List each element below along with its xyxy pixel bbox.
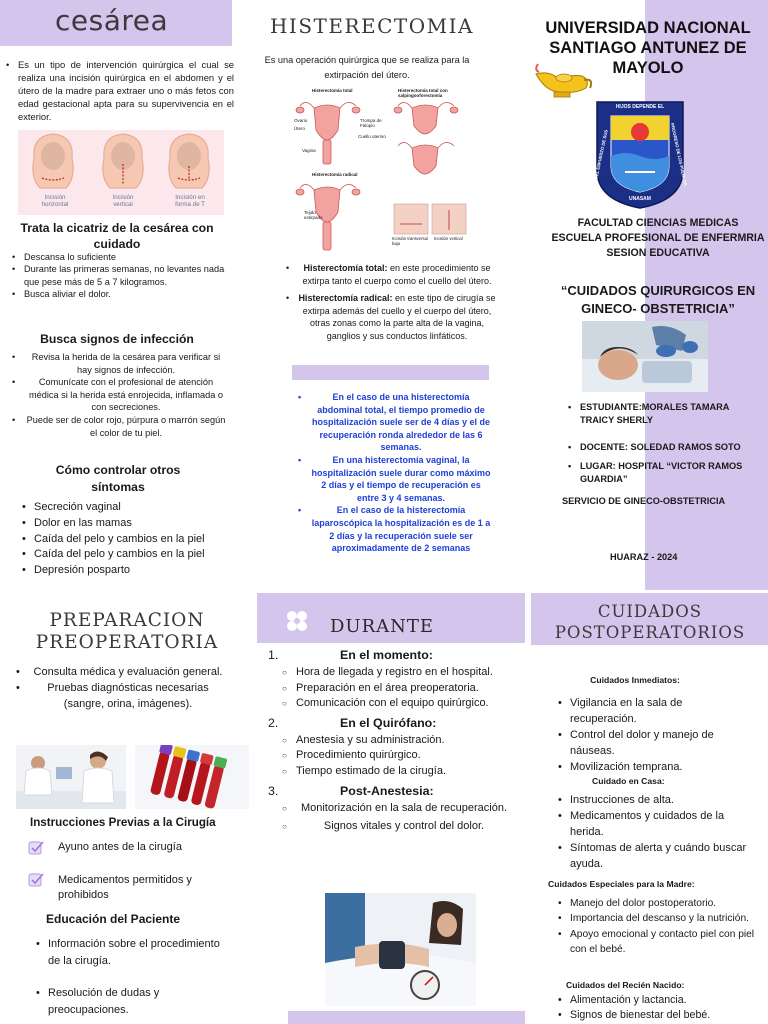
section-heading xyxy=(262,716,512,733)
cesarea-intro: • Es un tipo de intervención quirúrgica el cual se realiza una incisión quirúrgica en el abdomen y el útero de la madre para extraer uno o más fetos con edad gestacional apta para su supervivencia en el exterior. xyxy=(4,58,234,123)
scar-care-list xyxy=(10,251,230,301)
section-heading xyxy=(262,784,512,801)
list-item: • Control del dolor y manejo de náuseas. xyxy=(556,727,752,759)
list-item: • Consulta médica y evaluación general. xyxy=(14,664,228,680)
list-item: • Pruebas diagnósticas necesarias (sangre, orina, imágenes). xyxy=(14,680,228,712)
histerectomia-intro: Es una operación quirúrgica que se realiza para la extirpación del útero. xyxy=(264,55,470,80)
list-item: • Caída del pelo y cambios en la piel xyxy=(20,547,232,563)
surgery-patient-photo xyxy=(582,321,708,392)
def-term: Histerectomía total: xyxy=(303,263,388,273)
crest-top-text: HIJOS DEPENDE EL xyxy=(615,104,665,110)
postop-title: CUIDADOS POSTOPERATORIOS xyxy=(554,602,746,642)
faculty-block xyxy=(550,216,766,262)
list-item: • Importancia del descanso y la nutrición. xyxy=(556,911,756,926)
place: • LUGAR: HOSPITAL “VICTOR RAMOS GUARDIA” xyxy=(566,460,752,486)
list-item: ○ Hora de llegada y registro en el hospital. xyxy=(282,665,512,681)
durante-section-3 xyxy=(262,784,512,835)
madre-title: Cuidados Especiales para la Madre: xyxy=(548,879,695,889)
list-item: • Manejo del dolor postoperatorio. xyxy=(556,896,756,911)
list-item: ○ Signos vitales y control del dolor. xyxy=(282,819,512,835)
section-list xyxy=(282,801,512,835)
list-item: • Apoyo emocional y contacto piel con piel con el bebé. xyxy=(556,927,756,958)
list-item: • Resolución de dudas y preocupaciones. xyxy=(34,985,224,1018)
crest-left-text: DEL ESFUERZO DE SUS xyxy=(593,129,609,180)
check-label: Ayuno antes de la cirugía xyxy=(58,841,182,853)
label-trompa: Trompa de Falopio xyxy=(360,118,382,128)
check-label: Medicamentos permitidos y prohibidos xyxy=(58,874,192,901)
oil-lamp-icon xyxy=(530,60,594,102)
session-topic: “CUIDADOS QUIRURGICOS EN GINECO- OBSTETRICIA” xyxy=(560,283,756,316)
list-item: ○ Anestesia y su administración. xyxy=(282,733,512,749)
list-item: • Busca aliviar el dolor. xyxy=(10,288,230,300)
casa-title: Cuidado en Casa: xyxy=(592,776,665,786)
faculty-line: ESCUELA PROFESIONAL DE ENFERMRIA xyxy=(551,232,765,245)
list-item: • Revisa la herida de la cesárea para verificar si hay signos de infección. xyxy=(10,351,228,376)
label-inc-vertical: Incisión vertical xyxy=(434,236,463,241)
cesarea-title: cesárea xyxy=(55,4,169,37)
faculty-line: FACULTAD CIENCIAS MEDICAS xyxy=(577,217,739,229)
section-title: En el Quirófano: xyxy=(340,715,437,730)
durante-bottom-band xyxy=(288,1011,525,1024)
edu-list xyxy=(34,936,224,1018)
flower-icon xyxy=(286,610,308,632)
university-name: UNIVERSIDAD NACIONAL SANTIAGO ANTUNEZ DE MAYOLO xyxy=(545,19,751,77)
label-tejido: Tejido extirpado xyxy=(304,210,323,220)
list-item: • Caída del pelo y cambios en la piel xyxy=(20,532,232,548)
list-item: • En el caso de la histerectomía laparoscópica la hospitalización es de 1 a 2 días y la recuperación suele ser aproximadamente de 2 semanas xyxy=(296,504,492,554)
durante-sections xyxy=(262,648,512,835)
durante-section-1 xyxy=(262,648,512,712)
list-item: • Vigilancia en la sala de recuperación. xyxy=(556,695,752,727)
label-utero: Útero xyxy=(294,126,306,131)
preop-title: PREPARACION PREOPERATORIA xyxy=(35,610,219,653)
hysterectomy-defs xyxy=(284,262,496,343)
list-item: • Comunícate con el profesional de atención médica si la herida está enrojecida, inflamada o con secreciones. xyxy=(10,376,228,414)
rn-title: Cuidados del Recién Nacido: xyxy=(566,980,685,990)
list-item: • Medicamentos y cuidados de la herida. xyxy=(556,808,756,840)
list-item: • Movilización temprana. xyxy=(556,759,752,775)
casa-list xyxy=(556,792,756,872)
hysterectomy-diagram xyxy=(292,86,472,258)
list-item: • En una histerectomía vaginal, la hospitalización suele durar como máximo 2 días y el tiempo de recuperación es entre 3 y 4 semanas. xyxy=(296,454,492,504)
durante-title: DURANTE xyxy=(330,616,435,637)
list-item: • Descansa lo suficiente xyxy=(10,251,230,263)
section-title: Post-Anestesia: xyxy=(340,783,434,798)
section-heading xyxy=(262,648,512,665)
list-item: • Síntomas de alerta y cuándo buscar ayuda. xyxy=(556,840,756,872)
cesarea-intro-list xyxy=(4,58,234,123)
label-total: Histerectomía total xyxy=(312,88,353,93)
faculty-line: SESION EDUCATIVA xyxy=(606,247,710,260)
list-item: ○ Preparación en el área preoperatoria. xyxy=(282,681,512,697)
section-number: 3. xyxy=(268,783,279,798)
rn-list xyxy=(556,993,756,1024)
durante-section-2 xyxy=(262,716,512,780)
infection-signs-title: Busca signos de infección xyxy=(40,332,194,346)
incision-label-horizontal: Incisión horizontal xyxy=(41,194,69,208)
list-item: • Puede ser de color rojo, púrpura o marrón según el color de tu piel. xyxy=(10,414,228,439)
crest-bottom-text: UNASAM xyxy=(629,196,651,202)
list-item: ○ Tiempo estimado de la cirugía. xyxy=(282,764,512,780)
list-item: ○ Procedimiento quirúrgico. xyxy=(282,748,512,764)
list-item: • Durante las primeras semanas, no levantes nada que pese más de 5 a 7 kilogramos. xyxy=(10,263,230,288)
incision-label-vertical: Incisión vertical xyxy=(112,194,134,208)
crest-right-text: PROGRESO DE LOS PUEBLOS xyxy=(669,122,689,187)
list-item: ○ Comunicación con el equipo quirúrgico. xyxy=(282,696,512,712)
inmediatos-title: Cuidados Inmediatos: xyxy=(590,675,680,685)
city-year: HUARAZ - 2024 xyxy=(610,552,678,562)
instr-title: Instrucciones Previas a la Cirugía xyxy=(30,816,216,829)
incision-label-t: Incisión en forma de T xyxy=(175,194,205,208)
symptoms-list xyxy=(20,500,232,579)
section-list xyxy=(282,665,512,712)
blood-pressure-photo xyxy=(325,893,476,1006)
checkbox-icon xyxy=(28,872,44,888)
section-title: En el momento: xyxy=(340,648,433,662)
section-list xyxy=(282,733,512,780)
def-radical xyxy=(284,292,496,342)
madre-list xyxy=(556,896,756,958)
histerectomia-title: HISTERECTOMIA xyxy=(269,14,474,38)
list-item: • Depresión posparto xyxy=(20,563,232,579)
list-item: • Secreción vaginal xyxy=(20,500,232,516)
blood-tubes-photo xyxy=(135,745,249,809)
inmediatos-list xyxy=(556,695,752,775)
list-item: • Instrucciones de alta. xyxy=(556,792,756,808)
list-item: • En el caso de una histerectomía abdominal total, el tiempo promedio de hospitalización suele ser de 4 días y el de recuperación ronda alrededor de las 6 semanas. xyxy=(296,391,492,454)
preop-list xyxy=(14,664,228,712)
def-text: en este procedimiento se extirpa tanto el cuerpo como el cuello del útero. xyxy=(302,263,492,286)
def-term: Histerectomía radical: xyxy=(298,293,393,304)
doctor-consult-photo xyxy=(16,745,126,809)
def-text: en este tipo de cirugía se extirpa además del cuello y el cuerpo del útero, otras zonas como la parte alta de la vagina, ganglios y sus conductos linfáticos. xyxy=(302,293,496,341)
credits-list xyxy=(566,401,752,486)
hospitalization-list xyxy=(296,391,492,555)
label-cuello: Cuello uterino xyxy=(358,134,386,139)
list-item: ○ Monitorización en la sala de recuperación. xyxy=(282,801,512,817)
edu-title: Educación del Paciente xyxy=(46,912,181,926)
incision-types-image xyxy=(18,130,224,215)
label-vagina: Vagina xyxy=(302,148,316,153)
list-item: • Alimentación y lactancia. xyxy=(556,993,756,1008)
section-number: 1. xyxy=(268,648,279,662)
checkbox-icon xyxy=(28,840,44,856)
label-radical: Histerectomía radical xyxy=(312,172,358,177)
student-name: • ESTUDIANTE:MORALES TAMARA TRAICY SHERLY xyxy=(566,401,752,427)
service: SERVICIO DE GINECO-OBSTETRICIA xyxy=(562,496,726,506)
list-item: • Dolor en las mamas xyxy=(20,516,232,532)
list-item: • Información sobre el procedimiento de la cirugía. xyxy=(34,936,224,969)
infection-signs-list xyxy=(10,351,228,439)
scar-care-title: Trata la cicatriz de la cesárea con cuidado xyxy=(20,221,214,251)
label-inc-transversal: Incisión transversal baja xyxy=(392,236,428,246)
section-number: 2. xyxy=(268,715,279,730)
label-total-salp: Histerectomía total con salpingooforectomía xyxy=(398,88,448,98)
teacher-name: • DOCENTE: SOLEDAD RAMOS SOTO xyxy=(566,441,752,454)
def-total xyxy=(284,262,496,287)
hospital-box-band xyxy=(292,365,489,380)
university-crest xyxy=(593,100,689,210)
symptoms-title: Cómo controlar otros síntomas xyxy=(55,463,181,494)
list-item: • Signos de bienestar del bebé. xyxy=(556,1008,756,1023)
label-ovario: Ovario xyxy=(294,118,308,123)
